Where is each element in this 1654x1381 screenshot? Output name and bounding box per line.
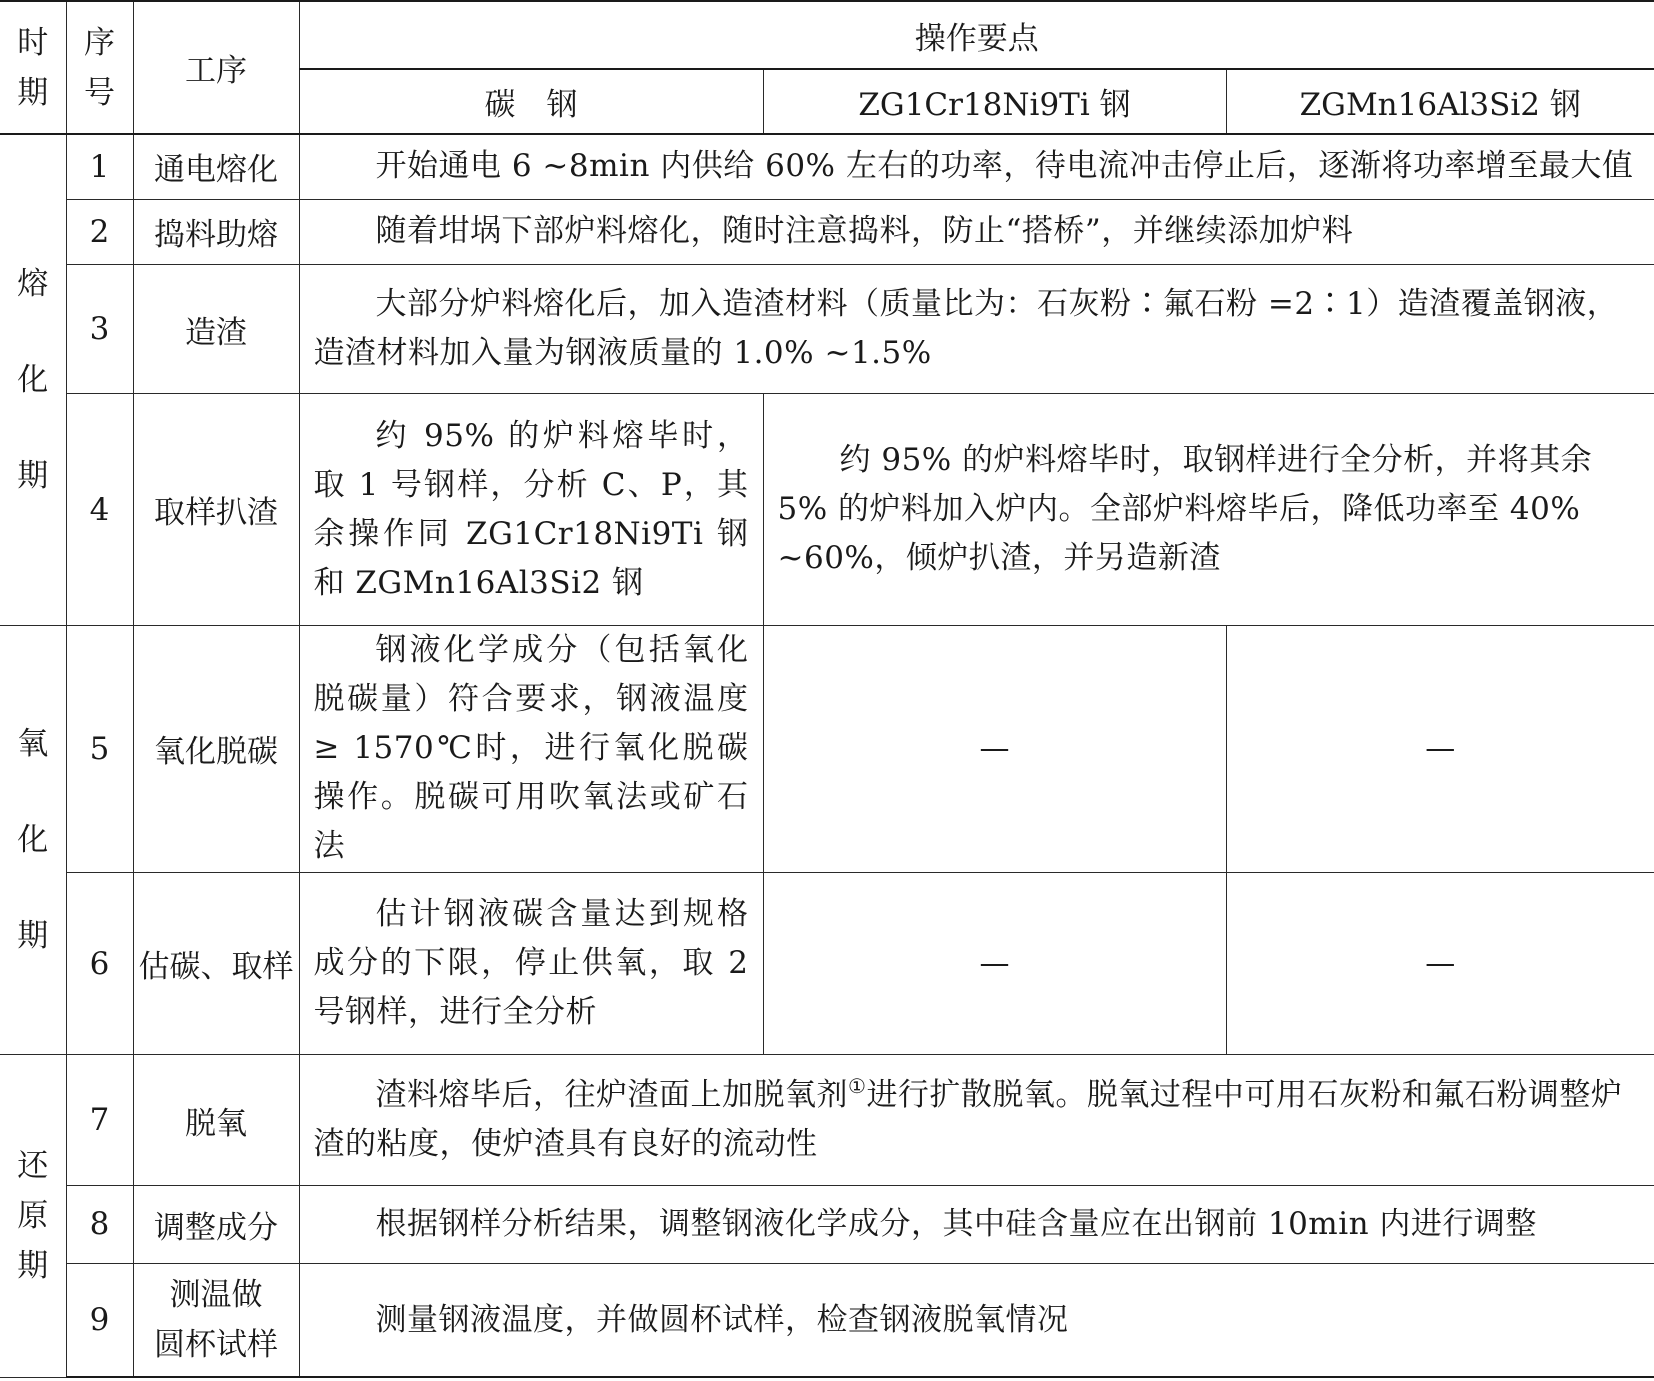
row-number: 1 <box>66 134 133 199</box>
row-operation: 随着坩埚下部炉料熔化，随时注意捣料，防止“搭桥”，并继续添加炉料 <box>299 199 1654 264</box>
row-number: 9 <box>66 1264 133 1377</box>
table-row <box>0 872 1654 1055</box>
table-row <box>0 394 1654 626</box>
row-process: 调整成分 <box>133 1185 299 1263</box>
header-operation: 操作要点 <box>299 1 1654 69</box>
table-row <box>0 1264 1654 1377</box>
row-operation: 大部分炉料熔化后，加入造渣材料（质量比为：石灰粉∶氟石粉 =2∶1）造渣覆盖钢液，造渣材料加入量为钢液质量的 1.0% ~1.5% <box>299 264 1654 393</box>
row-number: 6 <box>66 872 133 1055</box>
row-operation: 根据钢样分析结果，调整钢液化学成分，其中硅含量应在出钢前 10min 内进行调整 <box>299 1185 1654 1263</box>
header-steel-c: ZGMn16Al3Si2 钢 <box>1226 69 1654 134</box>
row-number: 2 <box>66 199 133 264</box>
period-reduction: 还 原 期 <box>0 1055 66 1377</box>
header-process: 工序 <box>133 1 299 134</box>
row-number: 7 <box>66 1055 133 1185</box>
table-row <box>0 626 1654 873</box>
row-process: 脱氧 <box>133 1055 299 1185</box>
row-carbon-steel-operation: 钢液化学成分（包括氧化脱碳量）符合要求，钢液温度≥ 1570℃时，进行氧化脱碳操作。脱碳可用吹氧法或矿石法 <box>299 626 763 873</box>
header-seq: 序 号 <box>66 1 133 134</box>
header-period: 时 期 <box>0 1 66 134</box>
row-process: 测温做 圆杯试样 <box>133 1264 299 1377</box>
footnote-marker: ① <box>848 1074 867 1099</box>
row-process: 氧化脱碳 <box>133 626 299 873</box>
row-number: 8 <box>66 1185 133 1263</box>
row-process: 取样扒渣 <box>133 394 299 626</box>
row-operation: 开始通电 6 ~8min 内供给 60% 左右的功率，待电流冲击停止后，逐渐将功率增至最大值 <box>299 134 1654 199</box>
header-steel-b: ZG1Cr18Ni9Ti 钢 <box>763 69 1226 134</box>
row-steel-c-operation: — <box>1226 872 1654 1055</box>
row-process: 通电熔化 <box>133 134 299 199</box>
row-operation: 渣料熔毕后，往炉渣面上加脱氧剂①进行扩散脱氧。脱氧过程中可用石灰粉和氟石粉调整炉渣的粘度，使炉渣具有良好的流动性 <box>299 1055 1654 1185</box>
row-number: 3 <box>66 264 133 393</box>
row-number: 4 <box>66 394 133 626</box>
period-oxidation: 氧 化 期 <box>0 626 66 1055</box>
table-row <box>0 134 1654 199</box>
row-carbon-steel-operation: 约 95% 的炉料熔毕时，取 1 号钢样，分析 C、P，其余操作同 ZG1Cr18Ni9Ti 钢和 ZGMn16Al3Si2 钢 <box>299 394 763 626</box>
header-carbon-steel: 碳 钢 <box>299 69 763 134</box>
row-process: 捣料助熔 <box>133 199 299 264</box>
row-operation: 测量钢液温度，并做圆杯试样，检查钢液脱氧情况 <box>299 1264 1654 1377</box>
period-melting: 熔 化 期 <box>0 134 66 626</box>
row-carbon-steel-operation: 估计钢液碳含量达到规格成分的下限，停止供氧，取 2 号钢样，进行全分析 <box>299 872 763 1055</box>
row-alloy-steel-operation: 约 95% 的炉料熔毕时，取钢样进行全分析，并将其余 5% 的炉料加入炉内。全部炉料熔毕后，降低功率至 40% ~60%，倾炉扒渣，并另造新渣 <box>763 394 1654 626</box>
row-number: 5 <box>66 626 133 873</box>
row-steel-b-operation: — <box>763 626 1226 873</box>
table-row <box>0 1055 1654 1185</box>
table-row <box>0 1185 1654 1263</box>
table-row <box>0 199 1654 264</box>
row-steel-c-operation: — <box>1226 626 1654 873</box>
table-row <box>0 264 1654 393</box>
row-process: 估碳、取样 <box>133 872 299 1055</box>
row-steel-b-operation: — <box>763 872 1226 1055</box>
row-process: 造渣 <box>133 264 299 393</box>
